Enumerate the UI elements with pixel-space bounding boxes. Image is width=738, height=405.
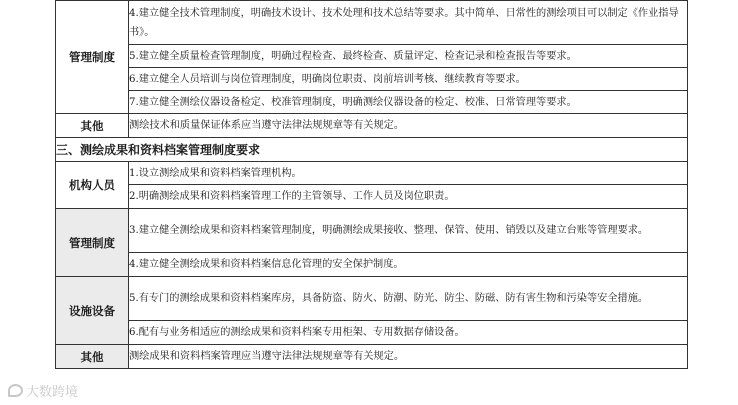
org-item-1: 1.设立测绘成果和资料档案管理机构。: [129, 162, 688, 185]
mgmt-item-7: 7.建立健全测绘仪器设备检定、校准管理制度，明确测绘仪器设备的检定、校准、日常管理等要求。: [129, 91, 688, 114]
other-text-2: 测绘成果和资料档案管理应当遵守法律法规规章等有关规定。: [129, 345, 688, 369]
section-heading: 三、测绘成果和资料档案管理制度要求: [56, 138, 688, 162]
row-label-management: 管理制度: [56, 209, 129, 277]
table-row: [56, 185, 688, 209]
row-label-other: 其他: [56, 345, 129, 369]
watermark-text: 大数跨境: [26, 385, 79, 400]
row-label-management: 管理制度: [56, 1, 129, 114]
watermark: [8, 381, 78, 400]
table-row: [56, 162, 688, 185]
brand-logo-icon: [8, 384, 23, 397]
table-row: [56, 321, 688, 345]
mgmt-item-3: 3.建立健全测绘成果和资料档案管理制度，明确测绘成果接收、整理、保管、使用、销毁以及建立台账等管理要求。: [129, 209, 688, 253]
table-row: [56, 345, 688, 369]
mgmt-item-4b: 4.建立健全测绘成果和资料档案信息化管理的安全保护制度。: [129, 253, 688, 277]
table-row: [56, 209, 688, 253]
row-label-facilities: 设施设备: [56, 277, 129, 345]
facility-item-5: 5.有专门的测绘成果和资料档案库房，具备防盗、防火、防潮、防光、防尘、防磁、防有害生物和污染等安全措施。: [129, 277, 688, 321]
org-item-2: 2.明确测绘成果和资料档案管理工作的主管领导、工作人员及岗位职责。: [129, 185, 688, 209]
mgmt-item-5: 5.建立健全质量检查管理制度，明确过程检查、最终检查、质量评定、检查记录和检查报告等要求。: [129, 45, 688, 68]
table-row: [56, 91, 688, 114]
other-text: 测绘技术和质量保证体系应当遵守法律法规规章等有关规定。: [129, 114, 688, 138]
table-row: [56, 253, 688, 277]
table-row: [56, 114, 688, 138]
table-row: [56, 68, 688, 91]
table-row: [56, 45, 688, 68]
row-label-other: 其他: [56, 114, 129, 138]
requirements-table: [55, 0, 688, 369]
facility-item-6: 6.配有与业务相适应的测绘成果和资料档案专用柜架、专用数据存储设备。: [129, 321, 688, 345]
row-label-personnel: 机构人员: [56, 162, 129, 209]
mgmt-item-4: 4.建立健全技术管理制度，明确技术设计、技术处理和技术总结等要求。其中简单、日常性的测绘项目可以制定《作业指导书》。: [129, 1, 688, 45]
table-row: [56, 1, 688, 45]
table-row: [56, 277, 688, 321]
mgmt-item-6: 6.建立健全人员培训与岗位管理制度，明确岗位职责、岗前培训考核、继续教育等要求。: [129, 68, 688, 91]
section-heading-row: [56, 138, 688, 162]
